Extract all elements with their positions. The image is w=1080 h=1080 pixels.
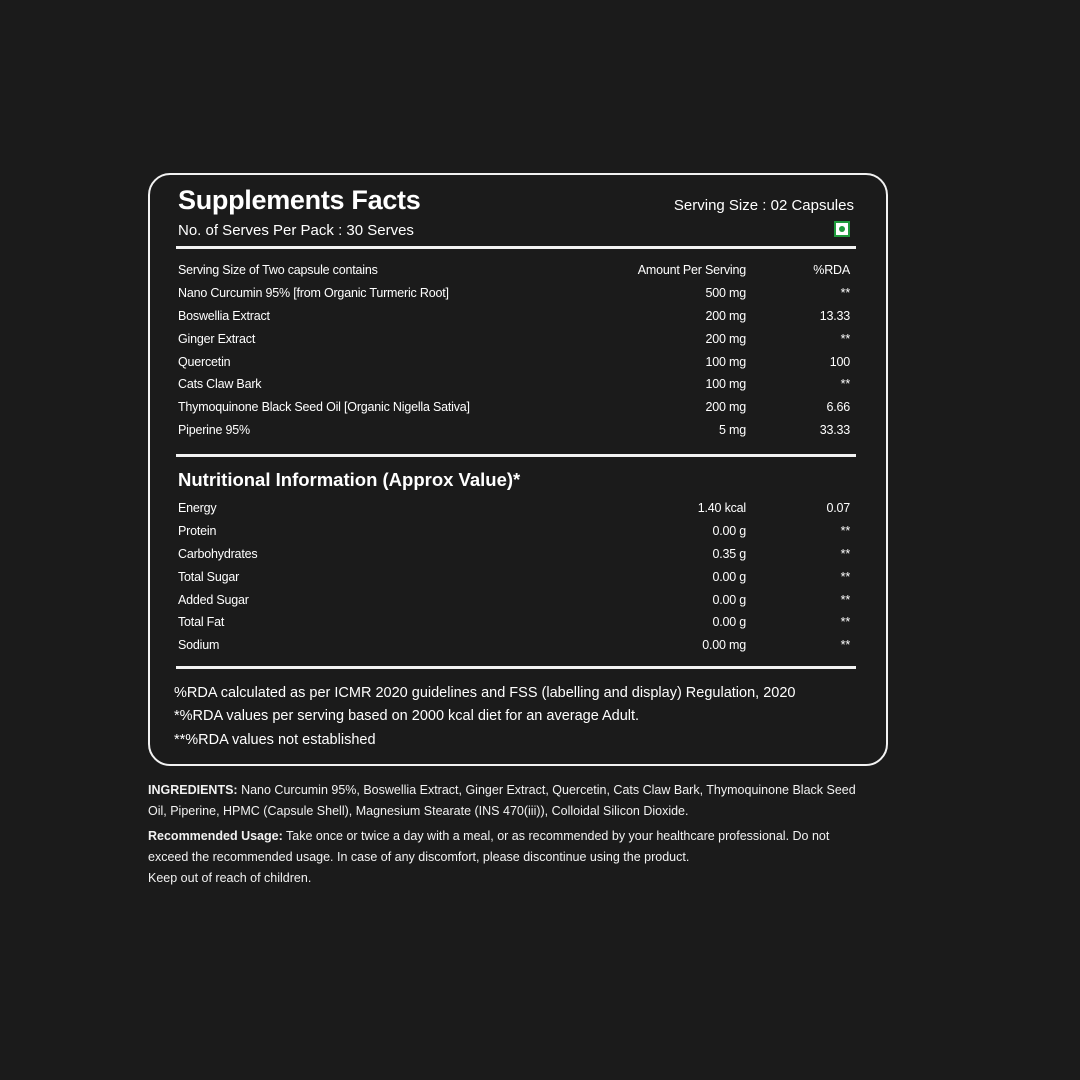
nutrient-name: Added Sugar (178, 592, 249, 607)
ingredients-label: INGREDIENTS: (148, 783, 238, 797)
supplement-facts-panel (148, 173, 888, 766)
amount: 5 mg (719, 422, 746, 437)
nutrient-name: Piperine 95% (178, 422, 250, 437)
rda-value: 100 (829, 354, 850, 369)
footnote: **%RDA values not established (174, 731, 376, 748)
footnote: *%RDA values per serving based on 2000 kcal diet for an average Adult. (174, 708, 640, 725)
serves-per-pack: No. of Serves Per Pack : 30 Serves (178, 222, 414, 239)
nutrition-table (178, 497, 850, 657)
divider (176, 454, 856, 457)
nutrient-name: Quercetin (178, 354, 231, 369)
rda-value: ** (840, 546, 850, 561)
nutrient-name: Total Fat (178, 615, 225, 630)
nutrient-name: Cats Claw Bark (178, 377, 262, 392)
label-details (148, 780, 868, 893)
serving-size: Serving Size : 02 Capsules (673, 197, 854, 214)
table-row (178, 565, 850, 588)
amount: 0.00 g (712, 569, 746, 584)
divider (176, 666, 856, 669)
amount: 200 mg (705, 400, 746, 415)
nutrient-name: Ginger Extract (178, 331, 256, 346)
amount: 100 mg (705, 354, 746, 369)
vegetarian-mark-icon (834, 221, 850, 237)
table-row (178, 588, 850, 611)
amount: 200 mg (705, 331, 746, 346)
rda-value: 13.33 (819, 308, 850, 323)
ingredients-text: Nano Curcumin 95%, Boswellia Extract, Ginger Extract, Quercetin, Cats Claw Bark, Thymoquinone Black Seed Oil, Piperine, HPMC (Capsule Shell), Magnesium Stearate (INS 470(iii)), Colloidal Silicon Dioxide. (148, 783, 856, 818)
table-row (178, 497, 850, 520)
rda-value: ** (840, 286, 850, 301)
rda-value: ** (840, 524, 850, 539)
table-row (178, 327, 850, 350)
header-rda: %RDA (813, 263, 850, 278)
rda-value: ** (840, 592, 850, 607)
rda-value: 33.33 (819, 422, 850, 437)
table-row (178, 350, 850, 373)
rda-value: 0.07 (826, 501, 850, 516)
amount: 500 mg (705, 286, 746, 301)
amount: 200 mg (705, 308, 746, 323)
amount: 0.00 g (712, 615, 746, 630)
rda-value: ** (840, 331, 850, 346)
header-name: Serving Size of Two capsule contains (178, 263, 378, 278)
table-row (178, 520, 850, 543)
usage (148, 826, 868, 868)
rda-value: ** (840, 569, 850, 584)
rda-value: ** (840, 638, 850, 653)
amount: 0.00 g (712, 524, 746, 539)
amount: 0.00 g (712, 592, 746, 607)
footnote: %RDA calculated as per ICMR 2020 guidelines and FSS (labelling and display) Regulation, 2020 (174, 685, 796, 701)
table-row (178, 543, 850, 566)
table-row (178, 611, 850, 634)
amount: 1.40 kcal (697, 501, 746, 516)
table-row (178, 419, 850, 442)
amount: 0.00 mg (702, 638, 746, 653)
header-amount: Amount Per Serving (637, 263, 746, 278)
rda-value: 6.66 (826, 400, 850, 415)
nutrient-name: Thymoquinone Black Seed Oil [Organic Nigella Sativa] (178, 400, 470, 415)
panel-title: Supplements Facts (178, 185, 421, 215)
supplements-table (178, 259, 850, 441)
rda-value: ** (840, 615, 850, 630)
nutrient-name: Boswellia Extract (178, 308, 270, 323)
table-row (178, 634, 850, 657)
nutrient-name: Sodium (178, 638, 220, 653)
amount: 0.35 g (712, 546, 746, 561)
nutrient-name: Energy (178, 501, 217, 516)
warning: Keep out of reach of children. (148, 871, 312, 885)
nutrient-name: Protein (178, 524, 217, 539)
nutrient-name: Nano Curcumin 95% [from Organic Turmeric Root] (178, 286, 449, 301)
nutrition-title: Nutritional Information (Approx Value)* (178, 469, 521, 490)
amount: 100 mg (705, 377, 746, 392)
divider (176, 246, 856, 249)
table-row (178, 305, 850, 328)
rda-value: ** (840, 377, 850, 392)
usage-text: Take once or twice a day with a meal, or as recommended by your healthcare professional. Do not exceed the recommended usage. In case of any discomfort, please discontinue using the product. (148, 829, 830, 864)
table-row (178, 282, 850, 305)
ingredients (148, 780, 868, 822)
table-row (178, 373, 850, 396)
nutrient-name: Carbohydrates (178, 546, 258, 561)
footnotes (174, 682, 795, 752)
table-header-row (178, 259, 850, 282)
nutrient-name: Total Sugar (178, 569, 240, 584)
table-row (178, 396, 850, 419)
usage-label: Recommended Usage: (148, 829, 283, 843)
